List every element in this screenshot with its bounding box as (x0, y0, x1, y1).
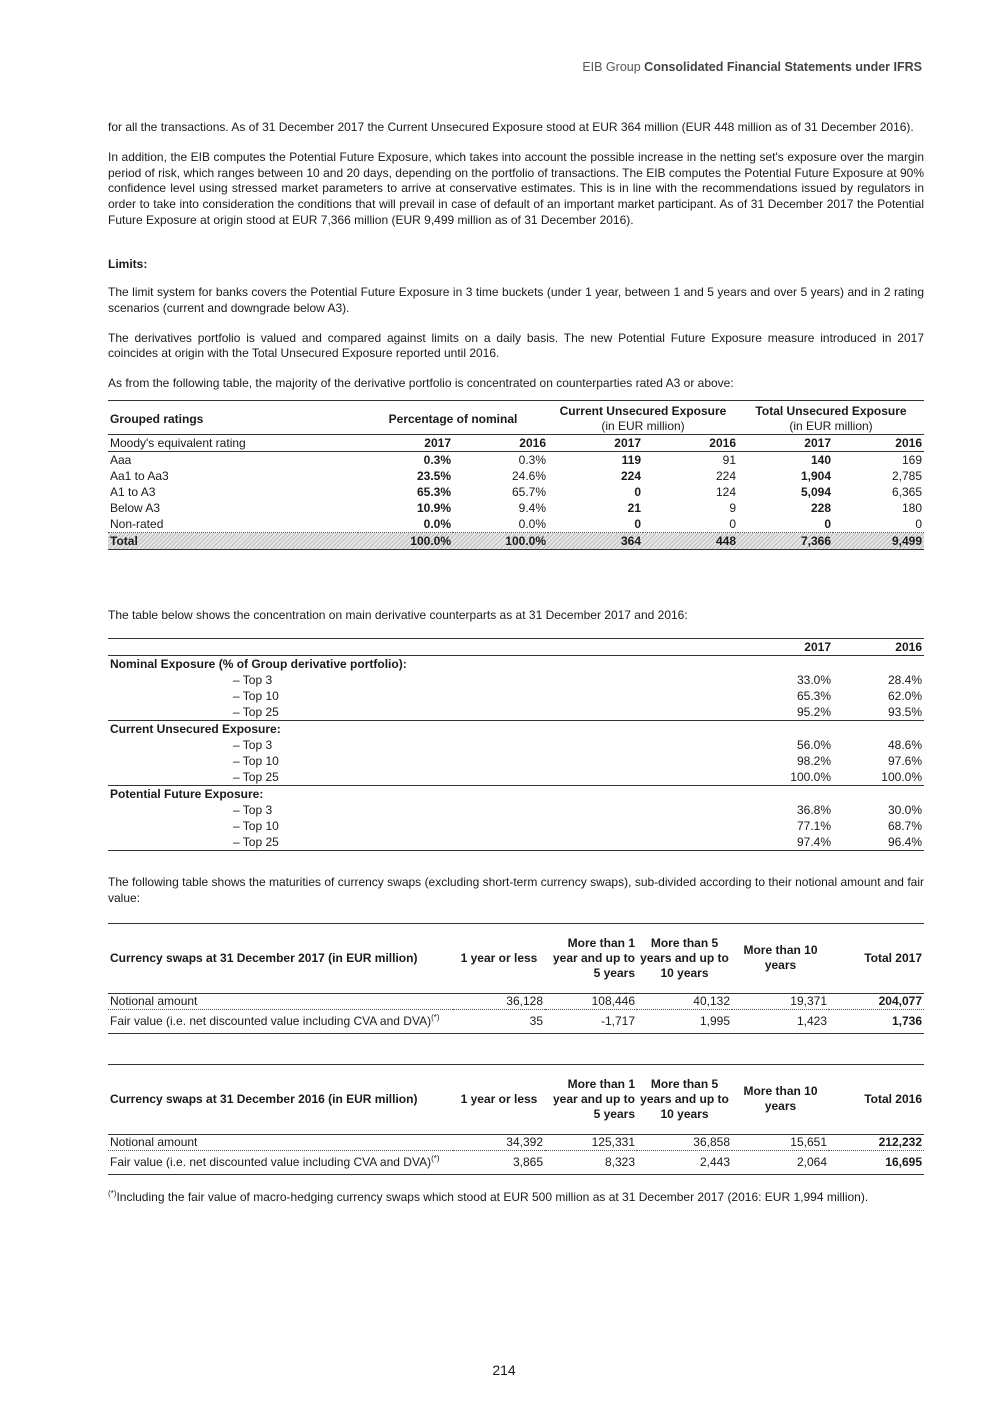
table-cell: 95.2% (796, 704, 831, 719)
table-cell: 0 (634, 517, 641, 532)
limits-heading: Limits: (108, 256, 148, 271)
table-cell: 3,865 (512, 1154, 543, 1169)
table-cell: 5,094 (800, 485, 831, 500)
swaps-header-row (108, 1064, 924, 1134)
rating-label: Aaa (110, 453, 132, 468)
table-cell: 9.4% (518, 501, 546, 516)
row-label: – Top 3 (233, 737, 273, 752)
table-cell: 36.8% (796, 802, 831, 817)
table-row (108, 704, 924, 721)
table-cell: 1,736 (891, 1013, 922, 1028)
table-cell: 119 (621, 453, 641, 468)
year-label: 2016 (709, 436, 736, 451)
rating-label: A1 to A3 (110, 485, 156, 500)
table-cell: 0.0% (423, 517, 451, 532)
table-cell: 0 (915, 517, 922, 532)
table-cell: 124 (715, 485, 736, 500)
col-header: Total 2017 (864, 950, 922, 965)
table-cell: 9,499 (891, 534, 922, 549)
row-label: Notional amount (110, 993, 198, 1008)
table-cell: 0 (634, 485, 641, 500)
header-prefix: EIB Group (582, 60, 641, 74)
col-header: 1 year or less (460, 1091, 538, 1106)
table-cell: 96.4% (887, 834, 922, 849)
paragraph-concentration-intro: The table below shows the concentration on main derivative counterparts as at 31 December 2017 and 2016: (108, 608, 688, 623)
table-row (108, 769, 924, 786)
col-header: More than 5 years and up to 10 years (640, 935, 729, 980)
table-cell: 30.0% (887, 802, 922, 817)
table-cell: 24.6% (511, 469, 546, 484)
table-cell: 19,371 (790, 993, 827, 1008)
group-title-row (108, 785, 924, 802)
table-cell: 204,077 (878, 993, 922, 1008)
table-cell: 0.3% (518, 453, 546, 468)
footnote-mark: (*) (431, 1012, 440, 1022)
main-content (108, 120, 924, 1219)
table-row (108, 753, 924, 769)
table-cell: 2,443 (699, 1154, 730, 1169)
table-row (108, 468, 924, 484)
table-cell: 21 (627, 501, 641, 516)
table-cell: 48.6% (887, 737, 922, 752)
header-percentage-nominal: Percentage of nominal (388, 411, 518, 426)
page-number: 214 (492, 1362, 516, 1378)
table-cell: 9 (729, 501, 736, 516)
swaps-header-row (108, 923, 924, 993)
col-header: 1 year or less (460, 950, 538, 965)
paragraph-limit-system: The limit system for banks covers the Potential Future Exposure in 3 time buckets (under 1 year, between 1 and 5 years and over 5 years) and in 2 rating scenarios (current and downgrade below A3). (108, 284, 924, 315)
table-cell: 15,651 (790, 1134, 827, 1149)
row-label (108, 1150, 453, 1174)
table-cell: 36,128 (506, 993, 543, 1008)
year-label: 2017 (804, 639, 831, 654)
footnote (108, 1189, 924, 1206)
ratings-header-row (108, 401, 924, 435)
col-header: More than 1 year and up to 5 years (552, 935, 635, 980)
table-cell: 97.4% (796, 834, 831, 849)
col-header: More than 5 years and up to 10 years (640, 1076, 729, 1121)
paragraph-potential-exposure: In addition, the EIB computes the Potential Future Exposure, which takes into account the possible increase in the netting set's exposure over the margin period of risk, which ranges between 10 and 20 days, depending on the portfolio of transactions. The EIB computes the Potential Future Exposure at 90% confidence level using stressed market parameters to arrive at conservative estimates. This is in line with the recommendations issued by regulators in order to take into consideration the conditions that will prevail in case of default of an important market participant. As of 31 December 2017 the Potential Future Exposure at origin stood at EUR 7,366 million (EUR 9,499 million as of 31 December 2016). (108, 149, 924, 228)
ratings-year-row (108, 435, 924, 452)
table-cell: 0 (824, 517, 831, 532)
currency-swaps-2016-table (108, 1064, 924, 1175)
group-title: Nominal Exposure (% of Group derivative portfolio): (110, 656, 407, 671)
year-label: 2017 (614, 436, 641, 451)
group-title-row (108, 720, 924, 737)
col-header: More than 10 years (743, 943, 818, 973)
table-cell: 56.0% (796, 737, 831, 752)
rating-label: Aa1 to Aa3 (110, 469, 169, 484)
table-cell: 1,423 (796, 1013, 827, 1028)
row-label: – Top 3 (233, 802, 273, 817)
year-label: 2016 (519, 436, 546, 451)
header-current-unsecured (548, 401, 738, 435)
table-cell: 0 (729, 517, 736, 532)
currency-swaps-2017-table (108, 923, 924, 1034)
table-cell: -1,717 (600, 1013, 635, 1028)
table-cell: 100.0% (505, 534, 546, 549)
table-cell: 6,365 (891, 485, 922, 500)
row-label: – Top 25 (233, 704, 279, 719)
table-cell: 125,331 (591, 1134, 635, 1149)
table-cell: 65.7% (511, 485, 546, 500)
total-row (108, 533, 924, 550)
table-cell: 16,695 (885, 1154, 922, 1169)
table-cell: 93.5% (887, 704, 922, 719)
table-cell: 2,064 (796, 1154, 827, 1169)
header-tue-title: Total Unsecured Exposure (755, 404, 907, 419)
table-cell: 23.5% (416, 469, 451, 484)
table-row (108, 737, 924, 753)
table-cell: 91 (722, 453, 736, 468)
table-cell: 224 (620, 469, 641, 484)
table-cell: 100.0% (881, 769, 922, 784)
table-cell: 2,785 (891, 469, 922, 484)
footnote-text: Including the fair value of macro-hedging currency swaps which stood at EUR 500 million as at 31 December 2017 (2016: EUR 1,994 million). (116, 1189, 869, 1204)
table-cell: 34,392 (506, 1134, 543, 1149)
row-label (108, 1009, 453, 1033)
table-cell: 97.6% (887, 753, 922, 768)
table-cell: 180 (901, 501, 922, 516)
group-title-row (108, 655, 924, 672)
table-cell: 228 (810, 501, 831, 516)
rating-label: Non-rated (110, 517, 164, 532)
table-cell: 65.3% (796, 688, 831, 703)
table-row (108, 818, 924, 834)
table-cell: 364 (620, 534, 641, 549)
table-row (108, 688, 924, 704)
col-header: Total 2016 (864, 1091, 922, 1106)
table-cell: 7,366 (800, 534, 831, 549)
header-title: Consolidated Financial Statements under IFRS (644, 60, 922, 74)
footnote-mark: (*) (431, 1153, 440, 1163)
table-cell: 28.4% (887, 672, 922, 687)
table-row (108, 672, 924, 688)
row-label: – Top 10 (233, 688, 279, 703)
table-cell: 100.0% (790, 769, 831, 784)
table-cell: 36,858 (693, 1134, 730, 1149)
fair-value-label: Fair value (i.e. net discounted value including CVA and DVA) (110, 1013, 432, 1028)
table-cell: 1,995 (699, 1013, 730, 1028)
header-total-unsecured (738, 401, 924, 435)
paragraph-swaps-intro: The following table shows the maturities of currency swaps (excluding short-term currency swaps), sub-divided according to their notional amount and fair value: (108, 874, 924, 905)
paragraph-valuation: The derivatives portfolio is valued and compared against limits on a daily basis. The new Potential Future Exposure measure introduced in 2017 coincides at origin with the Total Unsecured Exposure reported until 2016. (108, 330, 924, 361)
table-row (108, 452, 924, 469)
table-row (108, 1150, 924, 1174)
year-label: 2016 (895, 436, 922, 451)
row-label: Notional amount (110, 1134, 198, 1149)
table-cell: 448 (715, 534, 736, 549)
group-title: Potential Future Exposure: (110, 786, 264, 801)
swaps-title: Currency swaps at 31 December 2017 (in EUR million) (110, 950, 418, 965)
table-row (108, 500, 924, 516)
table-cell: 100.0% (410, 534, 451, 549)
col-header: More than 10 years (743, 1084, 818, 1114)
header-tue-unit: (in EUR million) (789, 419, 873, 434)
row-label: – Top 25 (233, 769, 279, 784)
header-cue-title: Current Unsecured Exposure (559, 404, 727, 419)
table-cell: 140 (810, 453, 831, 468)
table-cell: 1,904 (800, 469, 831, 484)
table-row (108, 834, 924, 851)
group-title: Current Unsecured Exposure: (110, 721, 281, 736)
row-label: – Top 10 (233, 753, 279, 768)
paragraph-ratings-intro: As from the following table, the majority of the derivative portfolio is concentrated on counterparties rated A3 or above: (108, 376, 734, 391)
swaps-title: Currency swaps at 31 December 2016 (in EUR million) (110, 1091, 418, 1106)
header-grouped-ratings: Grouped ratings (110, 411, 204, 426)
table-cell: 108,446 (591, 993, 635, 1008)
concentration-table (108, 638, 924, 851)
table-cell: 10.9% (416, 501, 451, 516)
table-cell: 0.3% (423, 453, 451, 468)
table-cell: 0.0% (518, 517, 546, 532)
total-label: Total (110, 534, 138, 549)
moodys-label: Moody's equivalent rating (110, 436, 246, 451)
row-label: – Top 3 (233, 672, 273, 687)
table-row (108, 802, 924, 818)
table-cell: 224 (715, 469, 736, 484)
table-cell: 8,323 (604, 1154, 635, 1169)
rating-label: Below A3 (110, 501, 161, 516)
table-row (108, 516, 924, 533)
paragraph-current-exposure: for all the transactions. As of 31 December 2017 the Current Unsecured Exposure stood at EUR 364 million (EUR 448 million as of 31 December 2016). (108, 120, 914, 134)
footnote-mark: (*) (108, 1188, 117, 1198)
table-row (108, 1134, 924, 1150)
table-cell: 35 (529, 1013, 543, 1028)
year-label: 2017 (804, 436, 831, 451)
table-row (108, 484, 924, 500)
table-cell: 62.0% (887, 688, 922, 703)
table-cell: 77.1% (796, 818, 831, 833)
table-cell: 169 (901, 453, 922, 468)
table-cell: 65.3% (416, 485, 451, 500)
col-header: More than 1 year and up to 5 years (552, 1076, 635, 1121)
row-label: – Top 10 (233, 818, 279, 833)
ratings-table (108, 400, 924, 550)
table-cell: 40,132 (693, 993, 730, 1008)
row-label: – Top 25 (233, 834, 279, 849)
table-row (108, 993, 924, 1009)
fair-value-label: Fair value (i.e. net discounted value including CVA and DVA) (110, 1154, 432, 1169)
table-cell: 212,232 (878, 1134, 922, 1149)
year-label: 2016 (895, 639, 922, 654)
year-label: 2017 (424, 436, 451, 451)
concentration-year-row (108, 638, 924, 655)
table-row (108, 1009, 924, 1033)
table-cell: 33.0% (796, 672, 831, 687)
header-cue-unit: (in EUR million) (601, 419, 685, 434)
page-header (582, 60, 922, 74)
table-cell: 98.2% (796, 753, 831, 768)
table-cell: 68.7% (887, 818, 922, 833)
